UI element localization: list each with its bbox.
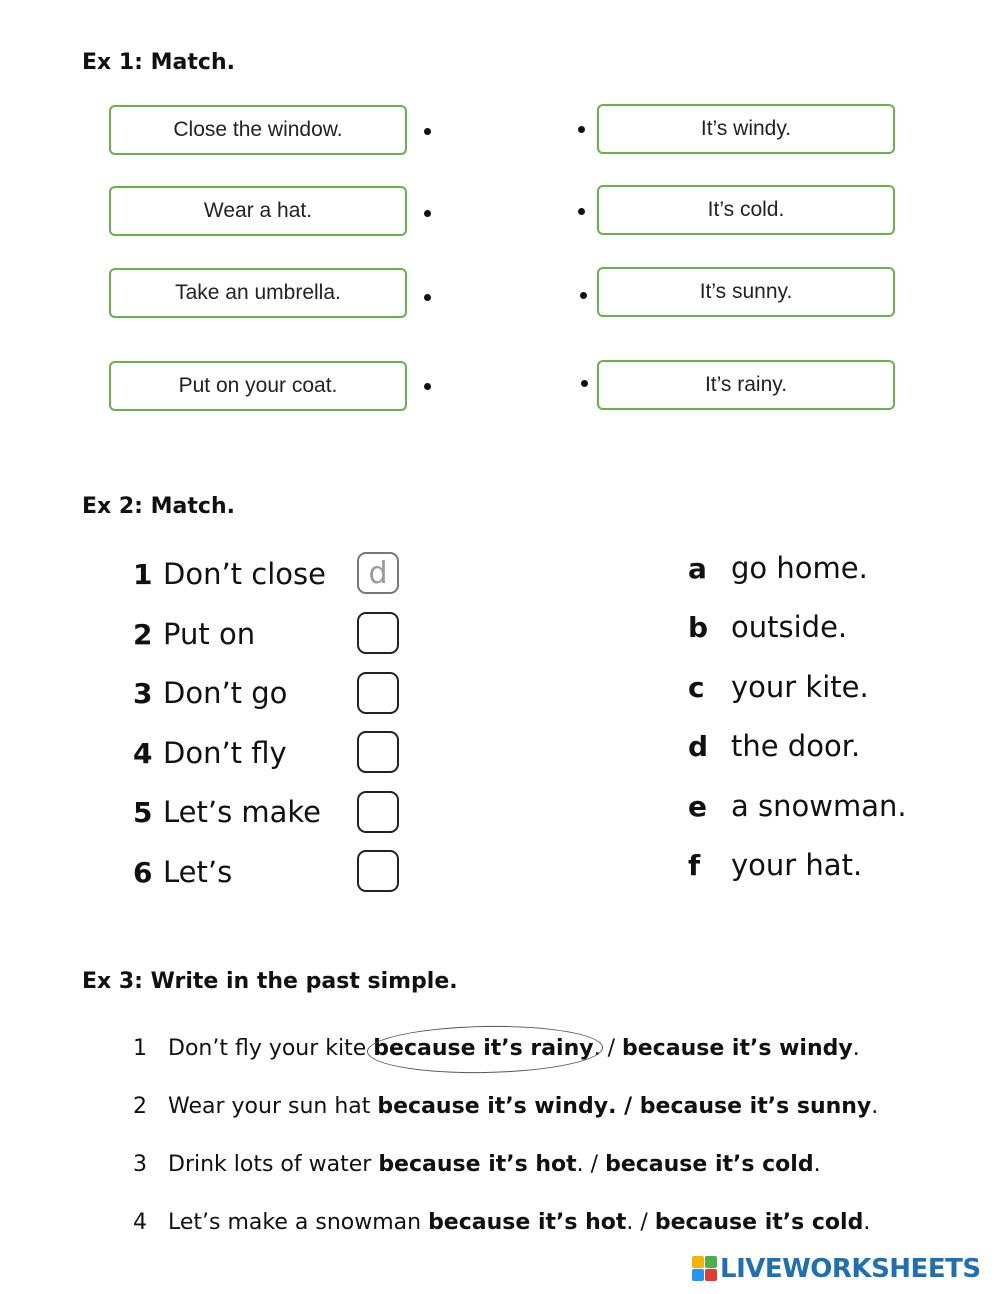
ex1-heading: Ex 1: Match. — [82, 50, 235, 75]
ex3-option-separator: . / — [626, 1209, 655, 1235]
ex3-option-separator: . / — [576, 1151, 606, 1177]
ex2-item-number: 4 — [133, 736, 153, 770]
ex2-item — [133, 731, 287, 775]
liveworksheets-logo-text: LIVEWORKSHEETS — [720, 1254, 981, 1284]
ex3-option-separator: . / — [593, 1035, 623, 1061]
ex2-ending-letter: e — [688, 790, 707, 823]
ex3-option-circled[interactable]: because it’s rainy — [373, 1035, 594, 1061]
ex1-left-dot[interactable] — [424, 128, 431, 135]
ex1-right-dot[interactable] — [578, 208, 585, 215]
ex2-item-number: 1 — [133, 557, 153, 591]
ex1-left-card[interactable]: Take an umbrella. — [109, 268, 407, 318]
ex2-item — [133, 671, 287, 715]
ex3-option[interactable]: because it’s sunny — [639, 1093, 872, 1119]
ex2-ending-text: a snowman. — [731, 789, 907, 823]
ex2-item — [133, 850, 232, 894]
ex2-item — [133, 552, 326, 596]
ex2-ending-text: outside. — [731, 610, 848, 644]
ex3-item — [133, 1088, 878, 1124]
ex3-item-number: 2 — [133, 1093, 147, 1119]
ex2-ending-letter: b — [688, 611, 709, 644]
ex2-item-text: Don’t close — [163, 557, 326, 591]
ex2-answer-box[interactable] — [357, 850, 399, 892]
ex2-answer-box[interactable] — [357, 791, 399, 833]
liveworksheets-logo — [692, 1254, 981, 1284]
ex3-item-number: 4 — [133, 1209, 147, 1235]
ex3-option[interactable]: because it’s windy — [377, 1093, 609, 1119]
ex3-item — [133, 1204, 870, 1240]
ex1-right-dot[interactable] — [581, 380, 588, 387]
ex2-ending-letter: a — [688, 552, 707, 585]
ex2-answer-box[interactable] — [357, 731, 399, 773]
ex3-item-end: . — [813, 1151, 821, 1177]
ex2-item — [133, 612, 255, 656]
ex2-answer-box[interactable] — [357, 672, 399, 714]
ex3-item-stem: Wear your sun hat — [168, 1093, 378, 1119]
ex2-ending-letter: c — [688, 671, 705, 704]
ex1-right-dot[interactable] — [578, 126, 585, 133]
ex2-ending-text: your hat. — [731, 848, 863, 882]
ex3-item-stem: Drink lots of water — [168, 1151, 379, 1177]
ex2-item-number: 3 — [133, 676, 153, 710]
ex1-left-dot[interactable] — [424, 383, 431, 390]
ex2-item-text: Don’t go — [163, 676, 288, 710]
ex1-left-card[interactable]: Close the window. — [109, 105, 407, 155]
ex3-option-separator: . / — [608, 1093, 640, 1119]
ex1-right-card[interactable]: It’s rainy. — [597, 360, 895, 410]
liveworksheets-logo-icon — [692, 1256, 718, 1282]
ex2-ending-letter: d — [688, 730, 709, 763]
ex2-ending-letter: f — [688, 849, 701, 882]
ex1-left-dot[interactable] — [424, 210, 431, 217]
ex2-item-number: 2 — [133, 617, 153, 651]
ex1-left-card[interactable]: Put on your coat. — [109, 361, 407, 411]
ex1-right-dot[interactable] — [580, 292, 587, 299]
ex2-item-text: Put on — [163, 617, 256, 651]
ex2-item-text: Let’s — [163, 855, 233, 889]
ex1-left-card[interactable]: Wear a hat. — [109, 186, 407, 236]
ex3-item — [133, 1146, 821, 1182]
ex3-item-number: 3 — [133, 1151, 147, 1177]
ex3-item-stem: Let’s make a snowman — [168, 1209, 429, 1235]
ex3-option[interactable]: because it’s hot — [378, 1151, 577, 1177]
ex1-left-dot[interactable] — [424, 294, 431, 301]
ex2-heading: Ex 2: Match. — [82, 494, 235, 519]
ex2-item — [133, 790, 321, 834]
ex3-item-stem: Don’t fly your kite — [168, 1035, 374, 1061]
ex2-item-number: 5 — [133, 795, 153, 829]
ex3-item-end: . — [871, 1093, 879, 1119]
ex2-ending-text: the door. — [731, 729, 861, 763]
ex2-item-text: Don’t fly — [163, 736, 287, 770]
ex1-right-card[interactable]: It’s cold. — [597, 185, 895, 235]
ex1-right-card[interactable]: It’s windy. — [597, 104, 895, 154]
ex3-option[interactable]: because it’s cold — [654, 1209, 864, 1235]
ex3-heading: Ex 3: Write in the past simple. — [82, 969, 458, 994]
ex2-item-number: 6 — [133, 855, 153, 889]
ex1-right-card[interactable]: It’s sunny. — [597, 267, 895, 317]
ex3-item-end: . — [863, 1209, 871, 1235]
ex3-option[interactable]: because it’s windy — [622, 1035, 853, 1061]
ex3-item — [133, 1030, 860, 1066]
ex2-ending-text: your kite. — [731, 670, 869, 704]
ex3-item-number: 1 — [133, 1035, 147, 1061]
ex2-item-text: Let’s make — [163, 795, 322, 829]
ex2-answer-box[interactable] — [357, 612, 399, 654]
ex3-option[interactable]: because it’s hot — [428, 1209, 627, 1235]
ex3-option[interactable]: because it’s cold — [605, 1151, 814, 1177]
ex2-ending-text: go home. — [731, 551, 868, 585]
ex2-answer-box[interactable]: d — [357, 552, 399, 594]
ex3-item-end: . — [852, 1035, 860, 1061]
